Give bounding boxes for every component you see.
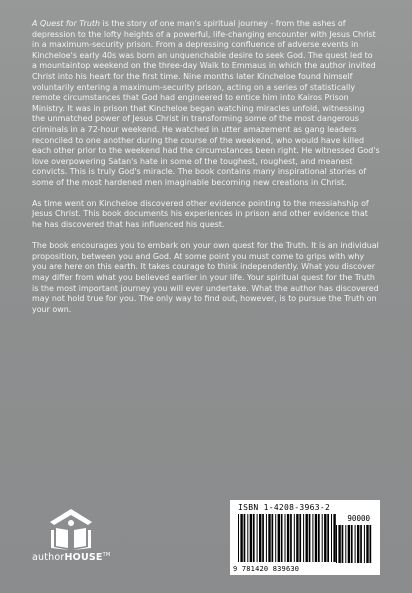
book-title: A Quest for Truth [32, 19, 100, 28]
barcode-bar [294, 514, 295, 562]
barcode-bar [244, 514, 246, 562]
barcode-bar [268, 514, 270, 562]
barcode-bar [278, 514, 280, 562]
barcode-bar [262, 514, 264, 562]
barcode-bar [238, 514, 239, 562]
barcode-bar [348, 525, 350, 563]
barcode-bar [296, 514, 298, 562]
isbn-barcode [230, 500, 380, 575]
barcode-bar [345, 525, 346, 563]
ean-digits: 9 781420 839630 [233, 565, 300, 573]
barcode-bar [342, 525, 344, 563]
book-house-icon [48, 508, 94, 550]
barcode-bar [257, 514, 258, 562]
barcode-bar [259, 514, 261, 562]
ean-barcode-bars [238, 514, 338, 562]
barcode-bar [318, 514, 320, 562]
barcode-bar [309, 514, 311, 562]
barcode-bar [355, 525, 356, 563]
blurb-paragraph-1-text: is the story of one man's spiritual journey - from the ashes of depression to the lofty heights of a powerful, life-changing encounter with Jesus Christ in a maximum-security prison. From a depressing confluence of adverse events in Kincheloe's early 40s was born an unquenchable desire to seek God. The quest led to a mountaintop weekend on the three-day Walk to Emmaus in which the author invited Christ into his heart for the first time. Nine months later Kincheloe found himself voluntarily entering a maximum-security prison, acting on a series of statistically remote circumstances that God had engineered to entice him into Kairos Prison Ministry. It was in prison that Kincheloe began watching miracles unfold, witnessing the unmatched power of Jesus Christ in transforming some of the most dangerous criminals in a 72-hour weekend. He watched in utter amazement as gang leaders reconciled to one another during the course of the weekend, who would have killed each other prior to the weekend had the circumstances been right. He witnessed God's love overpowering Satan's hate in some of the toughest, roughest, and meanest convicts. This is truly God's miracle. The book contains many inspirational stories of some of the most hardened men imaginable becoming new creations in Christ. [32, 19, 380, 187]
publisher-logo [32, 508, 127, 572]
barcode-bar [272, 514, 274, 562]
barcode-bar [370, 525, 372, 563]
barcode-bar [290, 514, 292, 562]
barcode-bar [364, 525, 365, 563]
barcode-bar [306, 514, 308, 562]
barcode-bar [336, 525, 337, 563]
cover-blurb [32, 19, 380, 326]
barcode-bar [360, 525, 362, 563]
barcode-bar [250, 514, 252, 562]
barcode-bar [324, 514, 326, 562]
blurb-paragraph-1 [32, 19, 380, 189]
barcode-bar [281, 514, 283, 562]
barcode-bar [322, 514, 323, 562]
barcode-bar [338, 525, 340, 563]
barcode-bar [240, 514, 242, 562]
barcode-bar [287, 514, 289, 562]
barcode-bar [312, 514, 313, 562]
barcode-bar [285, 514, 286, 562]
barcode-bar [331, 514, 332, 562]
barcode-bar [351, 525, 353, 563]
isbn-number: ISBN 1-4208-3963-2 [238, 503, 331, 512]
barcode-bar [357, 525, 359, 563]
barcode-bar [275, 514, 276, 562]
price-code: 90000 [347, 514, 370, 523]
barcode-bar [315, 514, 317, 562]
barcode-bar [299, 514, 301, 562]
barcode-bar [327, 514, 329, 562]
barcode-bar [303, 514, 304, 562]
barcode-bar [247, 514, 248, 562]
publisher-name: authorHOUSE™ [32, 552, 111, 564]
barcode-bar [253, 514, 255, 562]
addon-barcode-bars [336, 525, 374, 563]
barcode-bar [266, 514, 267, 562]
barcode-bar [366, 525, 368, 563]
blurb-paragraph-2: As time went on Kincheloe discovered other evidence pointing to the messiahship of Jesus Christ. This book documents his experiences in prison and other evidence that he has discovered that has influenced his quest. [32, 198, 369, 229]
blurb-paragraph-3: The book encourages you to embark on your own quest for the Truth. It is an individual proposition, between you and God. At some point you must come to grips with why you are here on this earth. It takes courage to think independently. What you discover may differ from what you believed earlier in your life. Your spiritual quest for the Truth is the most important journey you will ever undertake. What the author has discovered may not hold true for you. The only way to find out, however, is to pursue the Truth on your own. [32, 241, 379, 314]
